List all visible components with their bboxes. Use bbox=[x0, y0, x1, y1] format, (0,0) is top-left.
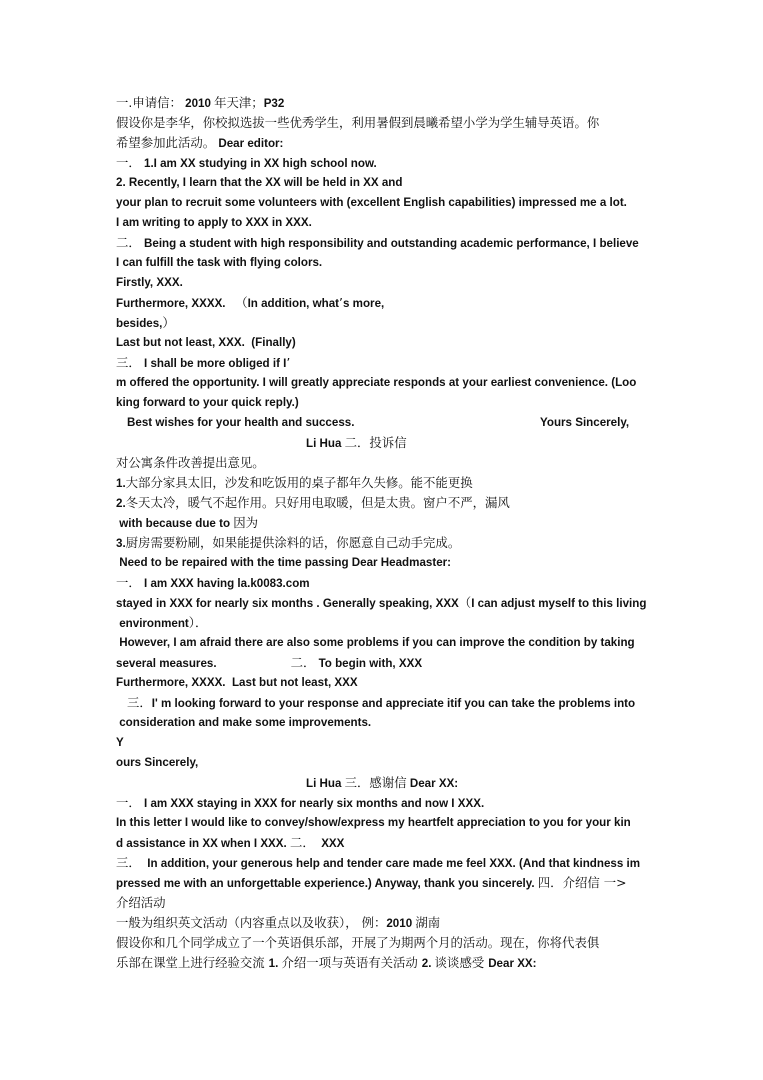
text-line bbox=[116, 933, 656, 953]
text-en: I can adjust myself to this living bbox=[471, 597, 647, 610]
text-line bbox=[116, 313, 656, 333]
text-line bbox=[116, 193, 656, 213]
text-en: I am XXX having la.k0083.com bbox=[140, 577, 310, 590]
text-line bbox=[116, 913, 656, 933]
text-en: Furthermore, XXXX. Last but not least, XXX bbox=[116, 676, 358, 689]
text-line bbox=[116, 833, 656, 853]
text-en: with because due to bbox=[116, 517, 234, 530]
text-zh: 一般为组织英文活动（内容重点以及收获）， bbox=[116, 915, 358, 930]
text-line bbox=[116, 553, 656, 573]
text-zh: 乐部在课堂上进行经验交流 bbox=[116, 955, 269, 970]
closing-signoff: ours Sincerely, bbox=[116, 756, 199, 769]
text-line bbox=[116, 813, 656, 833]
text-en: Best wishes for your health and success. bbox=[127, 416, 355, 429]
text-line bbox=[116, 113, 656, 133]
text-line bbox=[116, 953, 656, 973]
text-en: environment bbox=[116, 617, 189, 630]
text-line bbox=[116, 273, 656, 293]
text-en: 3. bbox=[116, 537, 126, 550]
text-zh: 湖南 bbox=[415, 915, 441, 930]
text-zh: 假设你和几个同学成立了一个英语俱乐部，开展了为期两个月的活动。现在，你将代表俱 bbox=[116, 935, 600, 950]
text-en: 1. bbox=[116, 477, 126, 490]
text-zh: 三．感谢信 bbox=[344, 775, 407, 790]
text-zh: 例： bbox=[357, 915, 387, 930]
text-en: Dear editor: bbox=[215, 137, 284, 150]
text-line bbox=[116, 413, 656, 433]
text-en: I am XXX staying in XXX for nearly six months and now I XXX. bbox=[140, 797, 485, 810]
text-zh: 二． bbox=[290, 655, 316, 670]
text-line bbox=[116, 533, 656, 553]
text-en: P32 bbox=[263, 97, 285, 110]
text-zh: 一． bbox=[116, 795, 141, 810]
text-line bbox=[116, 173, 656, 193]
text-en: 2010 bbox=[181, 97, 215, 110]
text-line bbox=[116, 373, 656, 393]
text-zh: 二． bbox=[116, 235, 141, 250]
text-line bbox=[116, 473, 656, 493]
text-en: To begin with, XXX bbox=[315, 657, 423, 670]
text-en: stayed in XXX for nearly six months . Generally speaking, XXX bbox=[116, 597, 459, 610]
text-line bbox=[116, 693, 656, 713]
text-zh: 谈谈感受 bbox=[434, 955, 489, 970]
text-line bbox=[116, 873, 656, 893]
text-en: d assistance in XX when I XXX. bbox=[116, 837, 290, 850]
text-line bbox=[116, 733, 656, 753]
section-heading-complaint-letter bbox=[116, 433, 656, 453]
text-en: Furthermore, XXXX. bbox=[116, 297, 236, 310]
text-line bbox=[116, 713, 656, 733]
text-zh: ’ bbox=[339, 295, 343, 310]
text-line bbox=[116, 653, 656, 673]
text-line bbox=[116, 633, 656, 653]
signature-name: Li Hua bbox=[306, 437, 345, 450]
text-zh: 希望参加此活动。 bbox=[116, 135, 216, 150]
text-zh: （ bbox=[458, 595, 472, 610]
text-line bbox=[116, 293, 656, 313]
text-en: king forward to your quick reply.) bbox=[116, 396, 299, 409]
text-line bbox=[116, 393, 656, 413]
text-zh: 厨房需要粉刷，如果能提供涂料的话，你愿意自己动手完成。 bbox=[125, 535, 461, 550]
text-line bbox=[116, 333, 656, 353]
text-en: I can fulfill the task with flying colors. bbox=[116, 256, 323, 269]
text-en: 2010 bbox=[386, 917, 416, 930]
text-en: I am writing to apply to XXX in XXX. bbox=[116, 216, 312, 229]
text-zh: ）． bbox=[188, 615, 208, 630]
text-line bbox=[116, 613, 656, 633]
text-zh: ） bbox=[162, 315, 175, 330]
text-en: besides, bbox=[116, 317, 163, 330]
text-en: XXX bbox=[314, 837, 345, 850]
section-heading-thank-you-letter bbox=[116, 773, 656, 793]
text-en: several measures. bbox=[116, 657, 217, 670]
text-line bbox=[116, 793, 656, 813]
text-line bbox=[116, 673, 656, 693]
text-zh: 三． bbox=[127, 695, 152, 710]
closing-signoff: Yours Sincerely, bbox=[540, 416, 630, 429]
text-line bbox=[116, 593, 656, 613]
text-zh: 年天津； bbox=[214, 95, 264, 110]
text-en: Need to be repaired with the time passing Dear Headmaster: bbox=[116, 556, 452, 569]
text-line bbox=[116, 133, 656, 153]
text-zh: 对公寓条件改善提出意见。 bbox=[116, 455, 265, 470]
signature-name: Li Hua bbox=[306, 777, 345, 790]
text-zh: 二． bbox=[289, 835, 315, 850]
text-en: consideration and make some improvements. bbox=[116, 716, 372, 729]
text-en: I' m looking forward to your response and appreciate itif you can take the problems into bbox=[151, 697, 636, 710]
text-line bbox=[116, 153, 656, 173]
text-line bbox=[116, 753, 656, 773]
text-en: Dear XX: bbox=[406, 777, 459, 790]
text-en: Last but not least, XXX. (Finally) bbox=[116, 336, 296, 349]
text-zh: 介绍一项与英语有关活动 bbox=[281, 955, 422, 970]
text-en: 2. bbox=[421, 957, 435, 970]
text-line bbox=[116, 453, 656, 473]
text-en: Firstly, XXX. bbox=[116, 276, 183, 289]
text-en: In this letter I would like to convey/show/express my heartfelt appreciation to you for your kin bbox=[116, 816, 631, 829]
text-line bbox=[116, 893, 656, 913]
text-zh: 一． bbox=[116, 575, 141, 590]
text-zh: 一.申请信： bbox=[116, 95, 182, 110]
text-zh: 介绍活动 bbox=[116, 895, 166, 910]
text-line bbox=[116, 493, 656, 513]
text-zh: 三． bbox=[116, 355, 141, 370]
text-en: 1. bbox=[268, 957, 282, 970]
text-line bbox=[116, 213, 656, 233]
text-en: pressed me with an unforgettable experience.) Anyway, thank you sincerely. bbox=[116, 877, 538, 890]
text-line bbox=[116, 573, 656, 593]
text-zh: 假设你是李华，你校拟选拔一些优秀学生，利用暑假到晨曦希望小学为学生辅导英语。你 bbox=[116, 115, 600, 130]
text-en: In addition, what bbox=[247, 297, 340, 310]
text-zh: （ bbox=[235, 295, 248, 310]
text-en: 1.I am XX studying in XX high school now. bbox=[140, 157, 377, 170]
text-en: 2. Recently, I learn that the XX will be held in XX and bbox=[116, 176, 403, 189]
text-en: your plan to recruit some volunteers with (excellent English capabilities) impressed me a lot. bbox=[116, 196, 627, 209]
text-en: Being a student with high responsibility and outstanding academic performance, I believe bbox=[140, 237, 639, 250]
text-en: I shall be more obliged if I bbox=[140, 357, 287, 370]
text-zh: 冬天太冷，暖气不起作用。只好用电取暖，但是太贵。窗户不严，漏风 bbox=[125, 495, 510, 510]
text-en: In addition, your generous help and tender care made me feel XXX. (And that kindness im bbox=[140, 857, 641, 870]
text-zh: ’ bbox=[286, 355, 291, 370]
text-en: Y bbox=[116, 736, 124, 749]
text-zh: 因为 bbox=[233, 515, 259, 530]
text-line bbox=[116, 353, 656, 373]
text-line bbox=[116, 233, 656, 253]
text-line bbox=[116, 853, 656, 873]
text-zh: 二．投诉信 bbox=[344, 435, 407, 450]
text-line bbox=[116, 253, 656, 273]
document-page bbox=[116, 93, 656, 973]
section-heading-introduction-letter: 四．介绍信 一> bbox=[537, 875, 627, 890]
text-line bbox=[116, 513, 656, 533]
text-en: m offered the opportunity. I will greatly appreciate responds at your earliest convenience. (Loo bbox=[116, 376, 637, 389]
text-en: Dear XX: bbox=[488, 957, 537, 970]
text-zh: 一． bbox=[116, 155, 141, 170]
text-en: 2. bbox=[116, 497, 126, 510]
text-en: However, I am afraid there are also some problems if you can improve the condition by taking bbox=[116, 636, 635, 649]
text-zh: 三． bbox=[116, 855, 141, 870]
section-heading-application-letter bbox=[116, 93, 656, 113]
text-zh: 大部分家具太旧，沙发和吃饭用的桌子都年久失修。能不能更换 bbox=[125, 475, 473, 490]
text-en: s more, bbox=[343, 297, 385, 310]
